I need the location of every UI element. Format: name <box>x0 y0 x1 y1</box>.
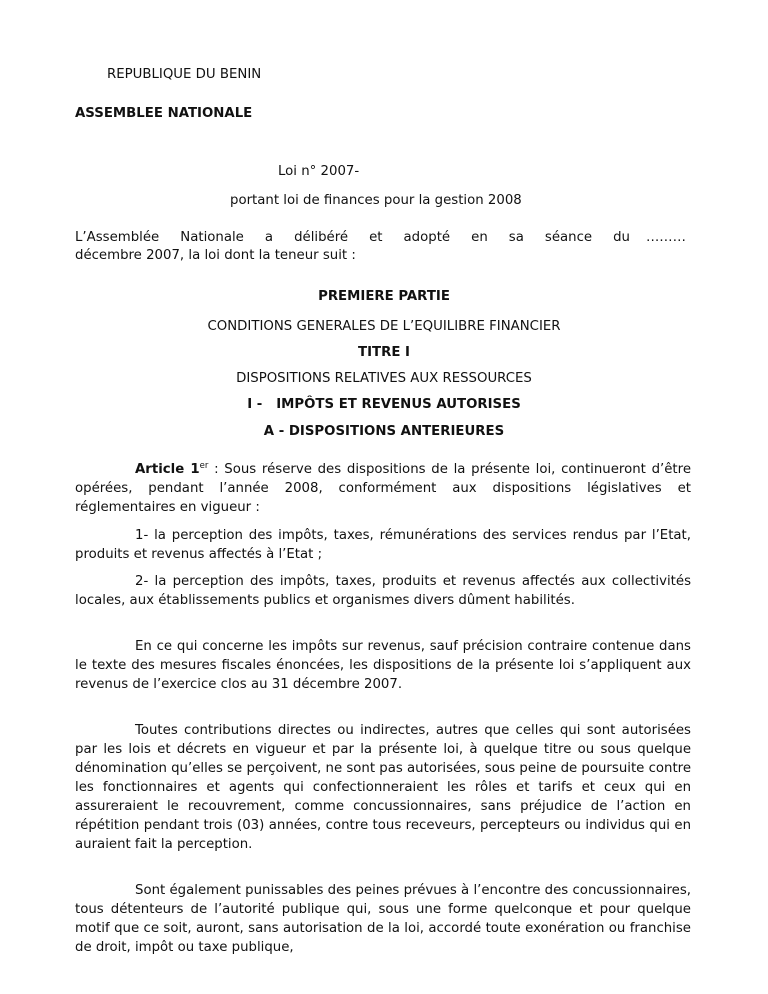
heading-part: PREMIERE PARTIE <box>318 289 450 304</box>
law-subject: portant loi de finances pour la gestion 2008 <box>230 193 522 208</box>
republic-header: REPUBLIQUE DU BENIN <box>107 67 262 82</box>
preamble-line-1: L’Assemblée Nationale a délibéré et adopté en sa séance du <box>75 230 630 245</box>
heading-dispositions: DISPOSITIONS RELATIVES AUX RESSOURCES <box>236 371 532 386</box>
preamble-line-2: décembre 2007, la loi dont la teneur suit : <box>75 248 356 263</box>
heading-title: TITRE I <box>358 345 410 360</box>
heading-section <box>0 396 768 414</box>
heading-subsection: A - DISPOSITIONS ANTERIEURES <box>263 424 505 439</box>
section-title: IMPÔTS ET REVENUS AUTORISES <box>276 397 521 412</box>
law-number: Loi n° 2007- <box>278 164 360 179</box>
article-1-label: Article 1 <box>135 462 200 477</box>
assembly-header: ASSEMBLEE NATIONALE <box>75 106 253 121</box>
article-1-sup: er <box>199 461 209 471</box>
paragraph-4: Toutes contributions directes ou indirectes, autres que celles qui sont autorisées par les lois et décrets en vigueur et par la présente loi, à quelque titre ou sous quelque dénomination qu’elles se perçoivent, ne sont pas autorisées, sous peine de poursuite contre les fonctionnaires et agents qui confectionneraient les rôles et tarifs et ceux qui en assureraient le recouvrement, comme concussionnaires, sans préjudice de l’action en répétition pendant trois (03) années, contre tous receveurs, percepteurs ou individus qui en auraient fait la perception. <box>75 723 692 852</box>
article-1-text: : Sous réserve des dispositions de la présente loi, continueront d’être opérées, pendant l’année 2008, conformément aux dispositions législatives et réglementaires en vigueur : <box>75 462 692 515</box>
preamble-dots: ……… <box>646 230 686 245</box>
paragraph-5: Sont également punissables des peines prévues à l’encontre des concussionnaires, tous détenteurs de l’autorité publique qui, sous une forme quelconque et pour quelque motif que ce soit, auront, sans autorisation de la loi, accordé toute exonération ou franchise de droit, impôt ou taxe publique, <box>75 883 691 955</box>
paragraph-item-1: 1- la perception des impôts, taxes, rémunérations des services rendus par l’Etat, produits et revenus affectés à l’Etat ; <box>75 528 691 562</box>
paragraph-3: En ce qui concerne les impôts sur revenus, sauf précision contraire contenue dans le texte des mesures fiscales énoncées, les dispositions de la présente loi s’appliquent aux revenus de l’exercice clos au 31 décembre 2007. <box>75 639 691 692</box>
section-number: I - <box>247 397 263 412</box>
paragraph-item-2: 2- la perception des impôts, taxes, produits et revenus affectés aux collectivités locales, aux établissements publics et organismes divers dûment habilités. <box>75 574 691 608</box>
heading-conditions: CONDITIONS GENERALES DE L’EQUILIBRE FINANCIER <box>207 319 561 334</box>
article-1-paragraph <box>75 460 691 517</box>
